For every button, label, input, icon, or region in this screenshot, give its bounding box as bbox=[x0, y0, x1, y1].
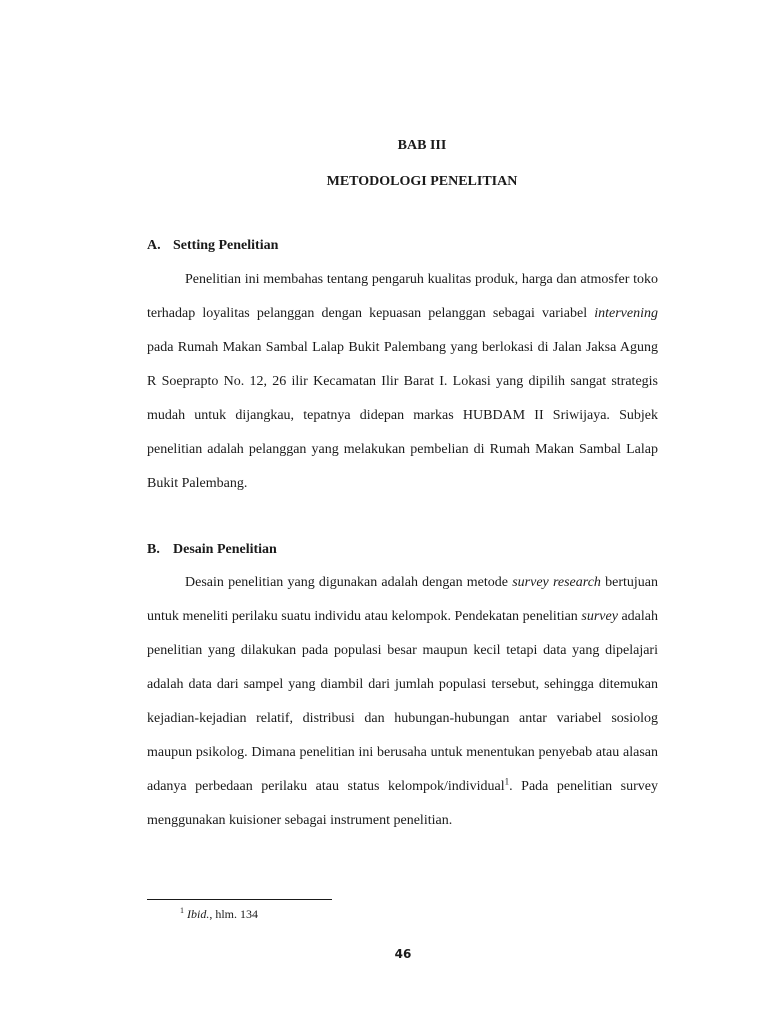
section-letter: A. bbox=[147, 238, 161, 253]
footnote-detail: , hlm. 134 bbox=[209, 907, 259, 921]
paragraph-italic-term: intervening bbox=[594, 306, 658, 321]
footnote bbox=[180, 906, 258, 922]
paragraph-text: Penelitian ini membahas tentang pengaruh kualitas produk, harga dan atmosfer toko terhadap loyalitas pelanggan dengan kepuasan pelanggan sebagai variabel bbox=[147, 272, 658, 321]
footnote-marker: 1 bbox=[180, 906, 184, 915]
paragraph-text: adalah penelitian yang dilakukan pada populasi besar maupun kecil tetapi data yang dipelajari adalah data dari sampel yang diambil dari jumlah populasi tersebut, sehingga ditemukan kejadian-kejadian relatif, distribusi dan hubungan-hubungan antar variabel sosiolog maupun psikolog. Dimana penelitian ini berusaha untuk menentukan penyebab atau alasan adanya perbedaan perilaku atau status kelompok/individual bbox=[147, 609, 659, 794]
section-a-paragraph bbox=[147, 263, 658, 501]
footnote-reference[interactable]: 1 bbox=[504, 776, 510, 787]
chapter-title: METODOLOGI PENELITIAN bbox=[326, 174, 518, 189]
paragraph-text: pada Rumah Makan Sambal Lalap Bukit Palembang yang berlokasi di Jalan Jaksa Agung R Soeprapto No. 12, 26 ilir Kecamatan Ilir Barat I. Lokasi yang dipilih sangat strategis mudah untuk dijangkau, tepatnya didepan markas HUBDAM II Sriwijaya. Subjek penelitian adalah pelanggan yang melakukan pembelian di Rumah Makan Sambal Lalap Bukit Palembang. bbox=[147, 340, 658, 491]
section-a-heading bbox=[147, 238, 278, 254]
paragraph-italic-term: survey research bbox=[512, 575, 601, 590]
footnote-divider bbox=[147, 899, 332, 900]
paragraph-italic-term: survey bbox=[581, 609, 618, 624]
section-title: Desain Penelitian bbox=[173, 542, 277, 557]
paragraph-text: Desain penelitian yang digunakan adalah dengan metode bbox=[185, 575, 513, 590]
section-title: Setting Penelitian bbox=[173, 238, 279, 253]
section-b-heading bbox=[147, 542, 277, 558]
page-number: 46 bbox=[394, 947, 412, 961]
section-b-paragraph bbox=[147, 566, 658, 838]
footnote-source: Ibid. bbox=[187, 907, 210, 921]
chapter-number: BAB III bbox=[397, 138, 447, 153]
section-letter: B. bbox=[147, 542, 160, 557]
paragraph-text: bertujuan untuk meneliti perilaku suatu individu atau kelompok. Pendekatan penelitian bbox=[147, 575, 658, 624]
paragraph-text: . Pada penelitian survey menggunakan kuisioner sebagai instrument penelitian. bbox=[147, 779, 658, 828]
